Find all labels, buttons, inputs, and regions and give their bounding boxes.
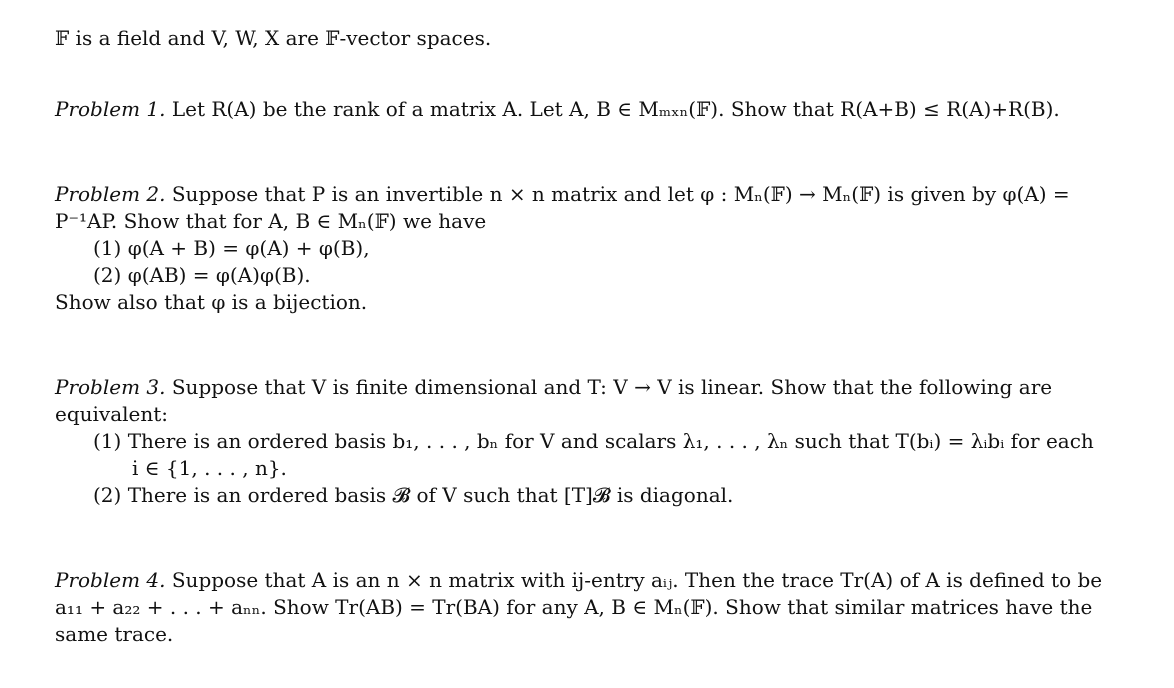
- problem-4: [55, 567, 1103, 648]
- problem-3-line-2: equivalent:: [55, 402, 169, 426]
- problem-1-line-1: Let R(A) be the rank of a matrix A. Let A, B ∈ Mₘₓₙ(𝔽). Show that R(A+B) ≤ R(A)+R(B).: [171, 97, 1060, 121]
- problem-2-item-1: (1) φ(A + B) = φ(A) + φ(B),: [93, 236, 370, 260]
- problem-2-line-1: Suppose that P is an invertible n × n matrix and let φ : Mₙ(𝔽) → Mₙ(𝔽) is given by φ(A) =: [171, 182, 1070, 206]
- problem-3-item-1-cont: i ∈ {1, . . . , n}.: [132, 456, 287, 480]
- document-page: [55, 25, 1103, 688]
- problem-2-item-2: (2) φ(AB) = φ(A)φ(B).: [93, 263, 311, 287]
- problem-4-line-1: Suppose that A is an n × n matrix with ij-entry aᵢⱼ. Then the trace Tr(A) of A is defined to be: [171, 568, 1103, 592]
- intro-text: 𝔽 is a field and V, W, X are 𝔽-vector spaces.: [55, 26, 492, 50]
- problem-2-closing: Show also that φ is a bijection.: [55, 290, 368, 314]
- problem-1-title: Problem 1.: [55, 97, 166, 121]
- problem-3-title: Problem 3.: [55, 375, 166, 399]
- problem-4-line-3: same trace.: [55, 622, 174, 646]
- problem-2-line-2: P⁻¹AP. Show that for A, B ∈ Mₙ(𝔽) we have: [55, 209, 487, 233]
- problem-3-line-1: Suppose that V is finite dimensional and T: V → V is linear. Show that the following are: [171, 375, 1053, 399]
- problem-3-item-1: (1) There is an ordered basis b₁, . . . , bₙ for V and scalars λ₁, . . . , λₙ such that T(bᵢ) = λᵢbᵢ for each: [93, 429, 1094, 453]
- problem-2: [55, 181, 1103, 316]
- problem-3-item-2: (2) There is an ordered basis 𝓑 of V such that [T]𝓑 is diagonal.: [93, 483, 734, 507]
- problem-4-line-2: a₁₁ + a₂₂ + . . . + aₙₙ. Show Tr(AB) = Tr(BA) for any A, B ∈ Mₙ(𝔽). Show that similar matrices have the: [55, 595, 1093, 619]
- problem-4-title: Problem 4.: [55, 568, 166, 592]
- problem-2-title: Problem 2.: [55, 182, 166, 206]
- problem-1: [55, 96, 1103, 123]
- problem-3: [55, 374, 1103, 509]
